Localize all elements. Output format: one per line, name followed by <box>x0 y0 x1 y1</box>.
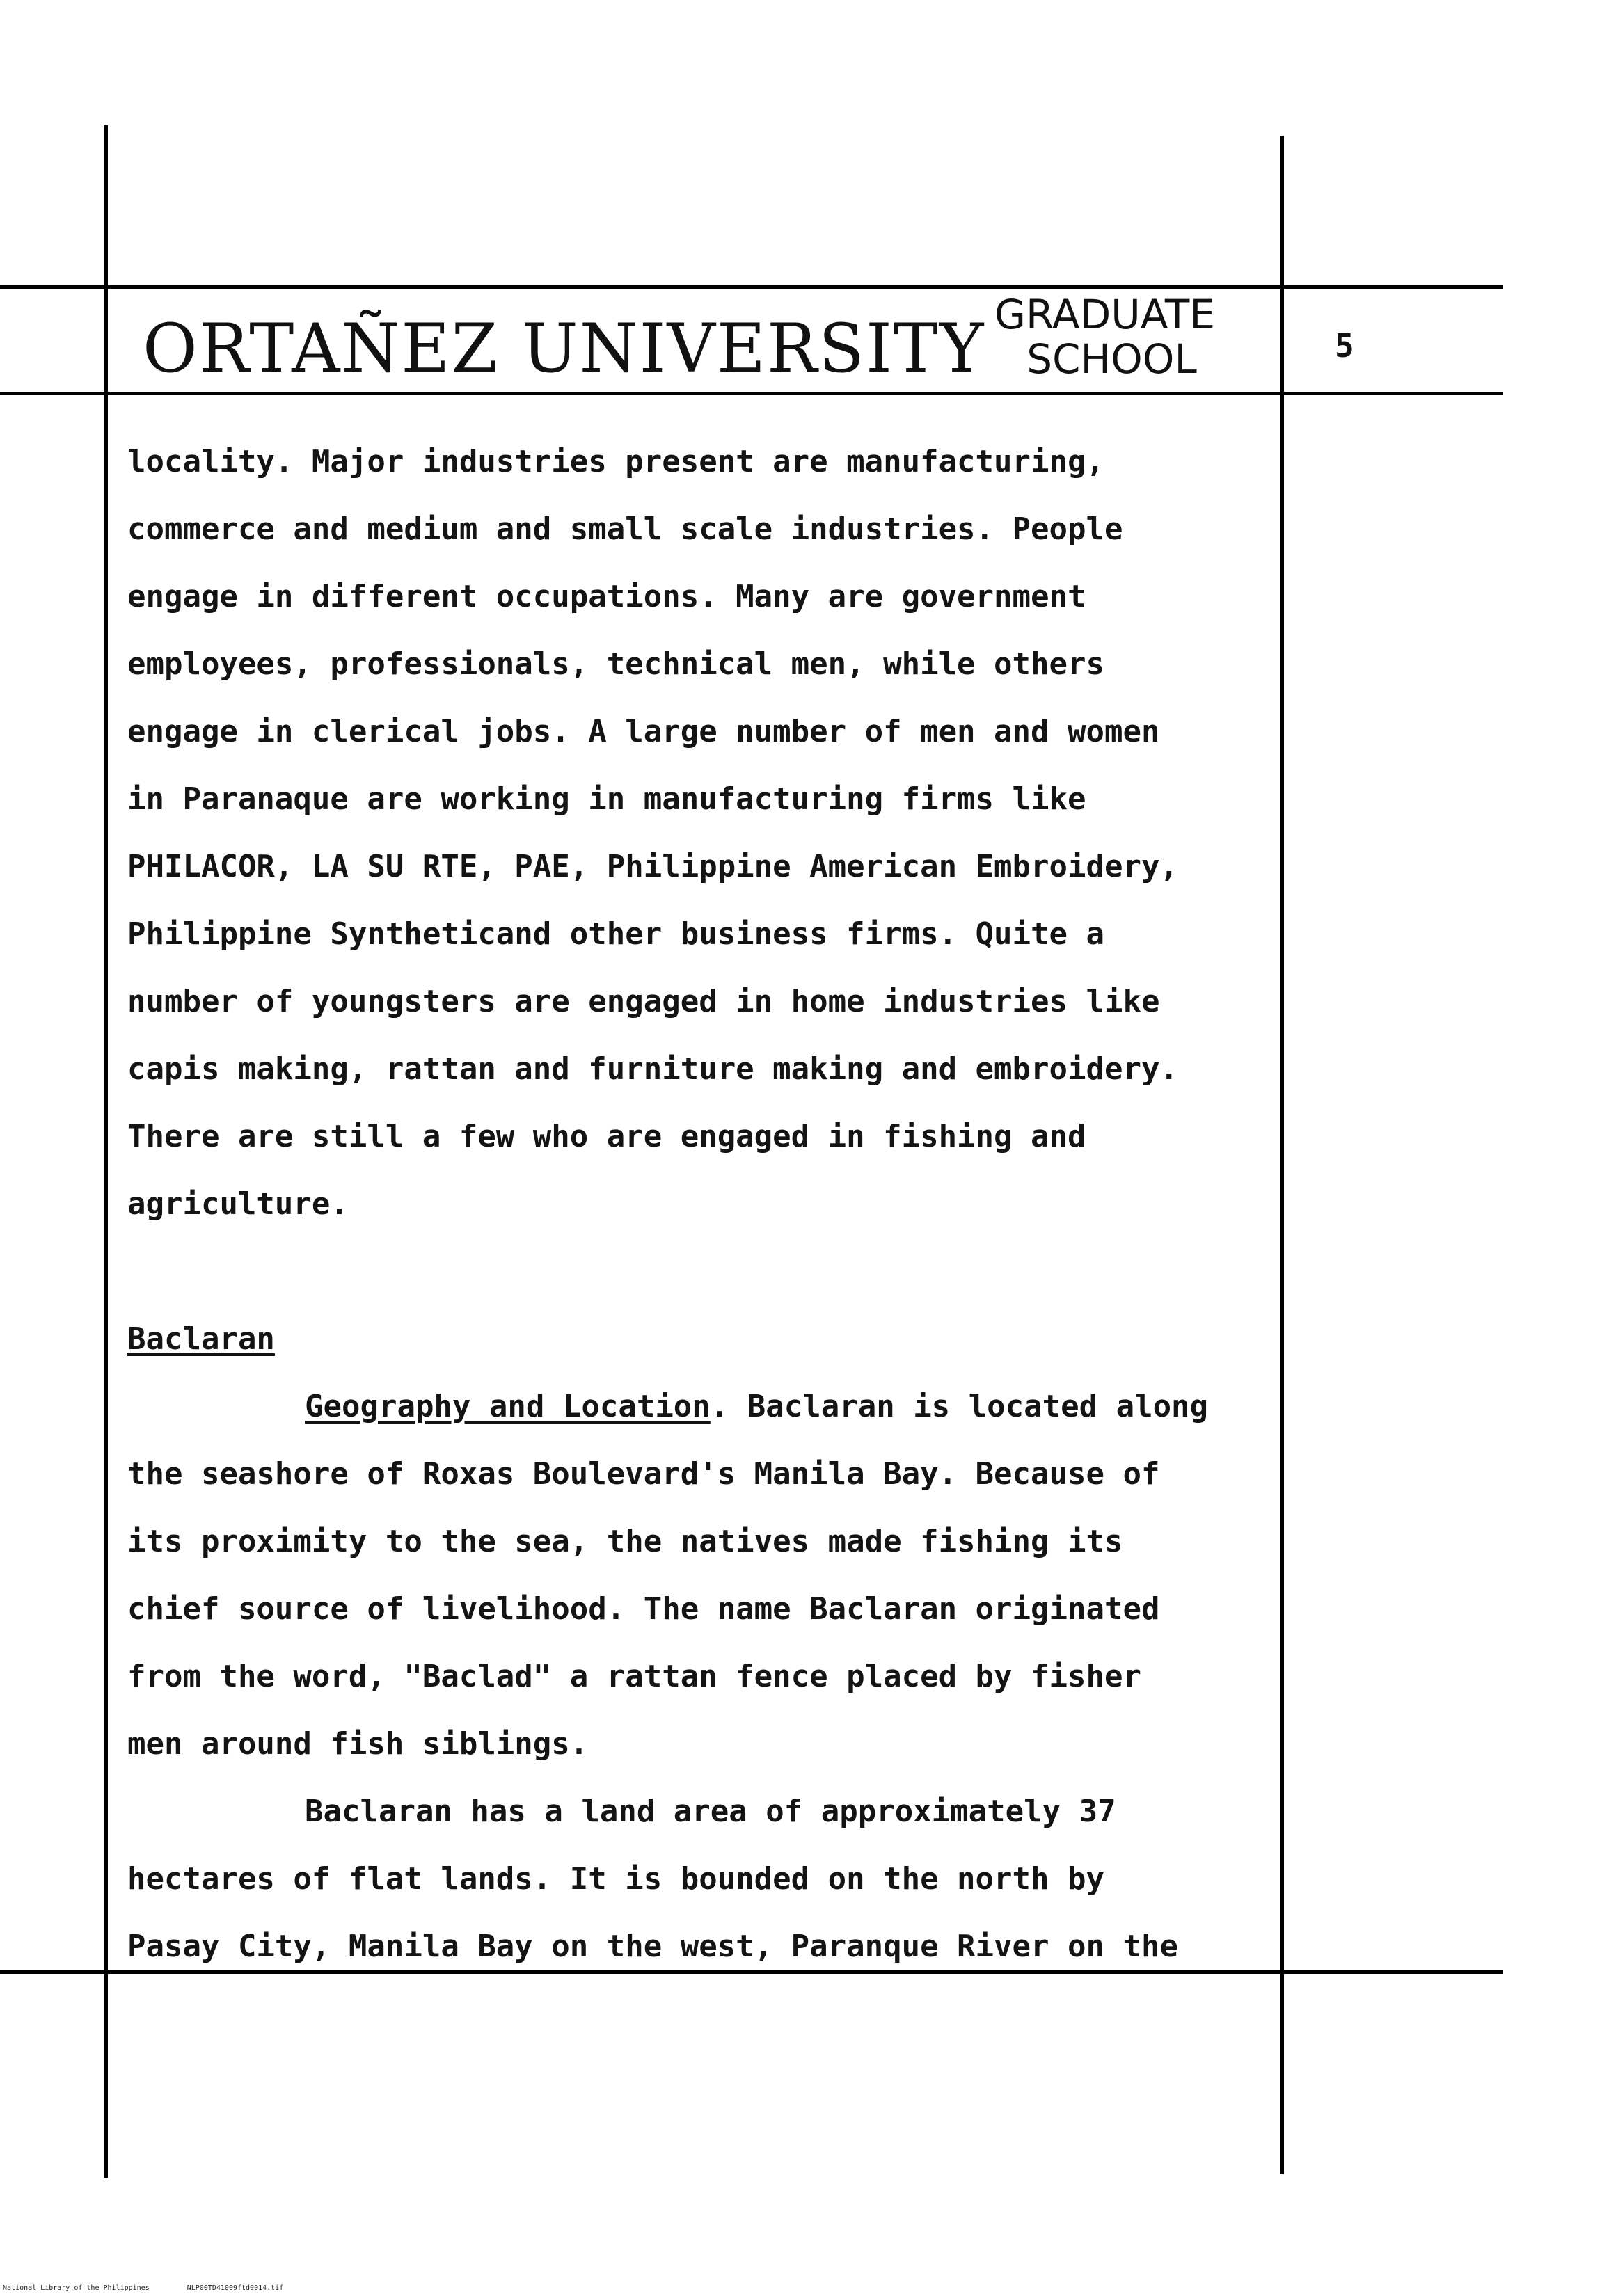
library-credit: National Library of the Philippines <box>3 2284 150 2292</box>
subtitle-line-2: SCHOOL <box>1026 335 1197 383</box>
scan-footer <box>3 2284 317 2292</box>
document-body <box>127 428 1276 1980</box>
text-line: Baclaran has a land area of approximately 37 <box>305 1794 1116 1829</box>
section-heading: Baclaran <box>127 1321 275 1357</box>
text-line: from the word, "Baclad" a rattan fence placed by fisher <box>127 1659 1141 1694</box>
text-line: PHILACOR, LA SU RTE, PAE, Philippine American Embroidery, <box>127 849 1178 884</box>
text-line-continuation: . Baclaran is located along <box>710 1389 1209 1424</box>
text-line: in Paranaque are working in manufacturing firms like <box>127 781 1086 817</box>
subheading: Geography and Location <box>305 1389 711 1424</box>
text-line: commerce and medium and small scale industries. People <box>127 511 1123 547</box>
graduate-school-label <box>971 292 1239 381</box>
university-name: ORTAÑEZ UNIVERSITY <box>143 310 985 388</box>
subtitle-line-1: GRADUATE <box>994 291 1215 338</box>
text-line: Pasay City, Manila Bay on the west, Paranque River on the <box>127 1929 1178 1964</box>
paragraph-gap <box>127 1238 1276 1305</box>
text-line: men around fish siblings. <box>127 1726 589 1762</box>
text-line: engage in clerical jobs. A large number of men and women <box>127 714 1160 749</box>
text-line: employees, professionals, technical men, while others <box>127 646 1104 682</box>
text-line: Philippine Syntheticand other business firms. Quite a <box>127 916 1104 952</box>
text-line: its proximity to the sea, the natives made fishing its <box>127 1524 1123 1559</box>
text-line: the seashore of Roxas Boulevard's Manila Bay. Because of <box>127 1456 1160 1492</box>
text-line: number of youngsters are engaged in home industries like <box>127 984 1160 1019</box>
text-line: engage in different occupations. Many are government <box>127 579 1086 614</box>
header-top-rule <box>0 285 1503 289</box>
right-border-line <box>1280 136 1284 2174</box>
text-line: hectares of flat lands. It is bounded on the north by <box>127 1861 1104 1897</box>
text-line: agriculture. <box>127 1186 349 1222</box>
text-line: locality. Major industries present are manufacturing, <box>127 444 1104 479</box>
left-border-line <box>104 125 108 2178</box>
header-bottom-rule <box>0 392 1503 395</box>
page-number: 5 <box>1335 327 1354 365</box>
subsection-line <box>127 1373 1276 1440</box>
text-line: There are still a few who are engaged in fishing and <box>127 1119 1086 1154</box>
text-line: chief source of livelihood. The name Baclaran originated <box>127 1591 1160 1627</box>
text-line: capis making, rattan and furniture making and embroidery. <box>127 1051 1178 1087</box>
scan-filename: NLP00TD41009ftd0014.tif <box>187 2284 284 2292</box>
